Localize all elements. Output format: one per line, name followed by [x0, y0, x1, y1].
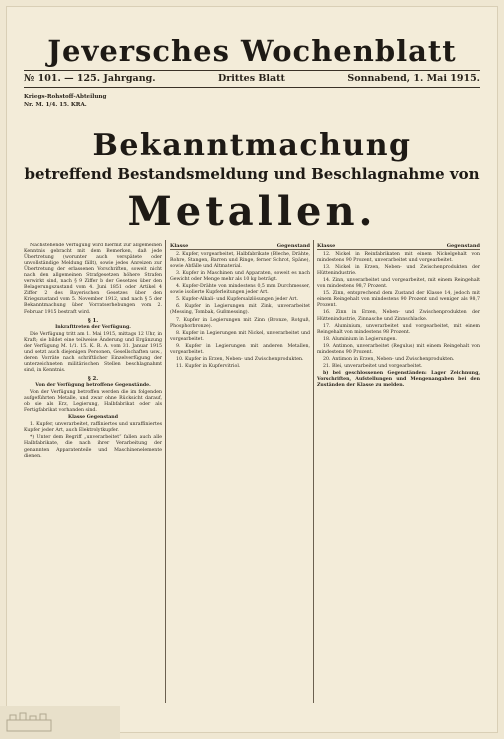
list-item: 15. Zinn, entsprechend dem Zustand der Klasse 14, jedoch mit einem Reingehalt von mindestens 90 Prozent und weniger als 98,7 Prozent.: [317, 291, 480, 309]
list-item: 19. Antimon, unverarbeitet (Regulus) mit einem Reingehalt von mindestens 90 Prozent.: [317, 343, 480, 355]
list-item: 17. Aluminium, unverarbeitet und vorgearbeitet, mit einem Reingehalt von mindestens 98 Prozent.: [317, 323, 480, 335]
column-divider-2: [313, 240, 314, 703]
list-item: 4. Kupfer-Drähte von mindestens 0,5 mm Durchmesser, sowie isolierte Kupferleitungen jeder Art.: [170, 284, 310, 296]
list-item: 11. Kupfer in Kupfervitriol.: [176, 363, 241, 369]
headline-subtitle: betreffend Bestandsmeldung und Beschlagnahme von: [24, 165, 480, 183]
klasse-table-head: Klasse Gegenstand: [68, 415, 118, 421]
column-1: [24, 243, 162, 703]
masthead-rule-bottom: [24, 87, 480, 88]
masthead-title: Jeversches Wochenblatt: [47, 34, 457, 68]
list-item: 5. Kupfer-Alkali- und Kupfersalzlösungen jeder Art.: [176, 297, 298, 303]
klasse-item-1: 1. Kupfer, unverarbeitet, raffiniertes und unraffiniertes Kupfer jeder Art, auch Elektrolytkupfer.: [24, 422, 162, 434]
column-2-head-klasse: Klasse: [170, 243, 189, 249]
masthead-rule-top: [24, 70, 480, 71]
list-item: 7. Kupfer in Legierungen mit Zinn (Bronze, Rotguß, Phosphorbronze).: [170, 317, 310, 329]
closing-paragraph: b) bei geschlossenen Gegenständen: Lager Zeichnung, Vorschriften, Aufstellungen und Mengenangaben bei den Zuständen der Klasse zu melden.: [317, 370, 480, 388]
section-1-text: Die Verfügung tritt am 1. Mai 1915, mittags 12 Uhr, in Kraft; sie bildet eine teilweise Änderung und Ergänzung der Verfügung M. 1/1. 15. K. R. A. vom 31. Januar 1915 und setzt auch diejenigen Personen, Gesellschaften usw., deren Vorräte nach schriftlicher Einzelverfügung der unterzeichneten militärischen Stellen beschlagnahmt sind, in Kenntnis.: [24, 331, 162, 373]
column-2-head: [170, 243, 310, 250]
list-item: 13. Nickel in Erzen, Neben- und Zwischenprodukten der Hüttenindustrie.: [317, 265, 480, 277]
column-divider-1: [165, 240, 166, 703]
list-item: 3. Kupfer in Maschinen und Apparaten, soweit es nach Gewicht oder Menge mehr als 10 kg beträgt.: [170, 271, 310, 283]
intro-paragraph: Nachstehende Verfügung wird hiermit zur allgemeinen Kenntnis gebracht mit dem Bemerken, daß jede Übertretung (worunter auch verspätete oder unvollständige Meldung fällt), sowie jedes Anreizen zur Übertretung der erlassenen Vorschriften, soweit nicht nach den allgemeinen Strafgesetzen höhere Strafen verwirkt sind, nach § 9 Ziffer b der Gesetzes über den Belagerungszustand vom 4. Juni 1851 oder Artikel 4 Ziffer 2 des Bayerischen Gesetzes über den Kriegszustand vom 5. November 1912, und nach § 5 der Bekanntmachung über Vorratserhebungen vom 2. Februar 1915 bestraft wird.: [24, 243, 162, 315]
list-item: 16. Zinn in Erzen, Neben- und Zwischenprodukten der Hüttenindustrie, Zinnasche und Zinnschlacke.: [317, 310, 480, 322]
list-item: 2. Kupfer, vorgearbeitet, Halbfabrikate (Bleche, Drähte, Rohre, Stangen, Barren und Ringe, ferner Schrot, Späne), sowie Abfälle und Altmaterial.: [170, 252, 310, 270]
list-item: 20. Antimon in Erzen, Neben- und Zwischenprodukten.: [323, 356, 455, 362]
notice-header-line1: Kriegs-Rohstoff-Abteilung: [24, 94, 107, 100]
column-3-head: [317, 243, 480, 250]
column-2-head-gegenstand: Gegenstand: [276, 243, 310, 249]
list-item: 9. Kupfer in Legierungen mit anderen Metallen, vorgearbeitet.: [170, 343, 310, 355]
column-3: [317, 243, 480, 703]
list-item: 14. Zinn, unverarbeitet und vorgearbeitet, mit einem Reingehalt von mindestens 98,7 Prozent.: [317, 278, 480, 290]
issue-line: [24, 73, 480, 84]
column-2: [170, 243, 310, 703]
headline-metallen: Metallen.: [127, 188, 377, 235]
section-2-text: Von der Verfügung betroffen werden die im folgenden aufgeführten Metalle, und zwar ohne Rücksicht darauf, ob sie als Erz, Legierung, Halbfabrikat oder als Fertigfabrikat vorhanden sind.: [24, 390, 162, 414]
list-item: 6. Kupfer in Legierungen mit Zink, unverarbeitet (Messing, Tombak, Gußmessing).: [170, 304, 310, 316]
list-item: 18. Aluminium in Legierungen.: [323, 336, 397, 342]
issue-sheet: Drittes Blatt: [218, 73, 285, 84]
section-1-title: Inkrafttreten der Verfügung.: [55, 324, 131, 330]
list-item: 8. Kupfer in Legierungen mit Nickel, unverarbeitet und vorgearbeitet.: [170, 330, 310, 342]
column-3-head-gegenstand: Gegenstand: [446, 243, 480, 249]
archive-stamp-icon: [6, 712, 52, 732]
issue-number: № 101. — 125. Jahrgang.: [24, 73, 156, 84]
headline-bekanntmachung: Bekanntmachung: [92, 128, 412, 163]
issue-date: Sonnabend, 1. Mai 1915.: [347, 73, 480, 84]
list-item: 21. Blei, unverarbeitet und vorgearbeitet.: [323, 363, 423, 369]
notice-header: [24, 93, 106, 109]
section-2-title: Von der Verfügung betroffene Gegenstände.: [35, 383, 151, 389]
list-item: 10. Kupfer in Erzen, Neben- und Zwischenprodukten.: [176, 356, 304, 362]
footnote: *) Unter dem Begriff „unverarbeitet“ fallen auch alle Halbfabrikate, die nach ihrer Verarbeitung der genannten Apparatenteile und Maschinenelemente dienen.: [24, 435, 162, 459]
section-2-heading: § 2.: [87, 375, 99, 382]
list-item: 12. Nickel in Reinfabrikaten mit einem Nickelgehalt von mindestens 90 Prozent, unverarbeitet und vorgearbeitet.: [317, 252, 480, 264]
section-1-heading: § 1.: [87, 317, 99, 324]
column-3-head-klasse: Klasse: [317, 243, 336, 249]
notice-header-line2: Nr. M. 1/4. 15. KRA.: [24, 102, 87, 108]
